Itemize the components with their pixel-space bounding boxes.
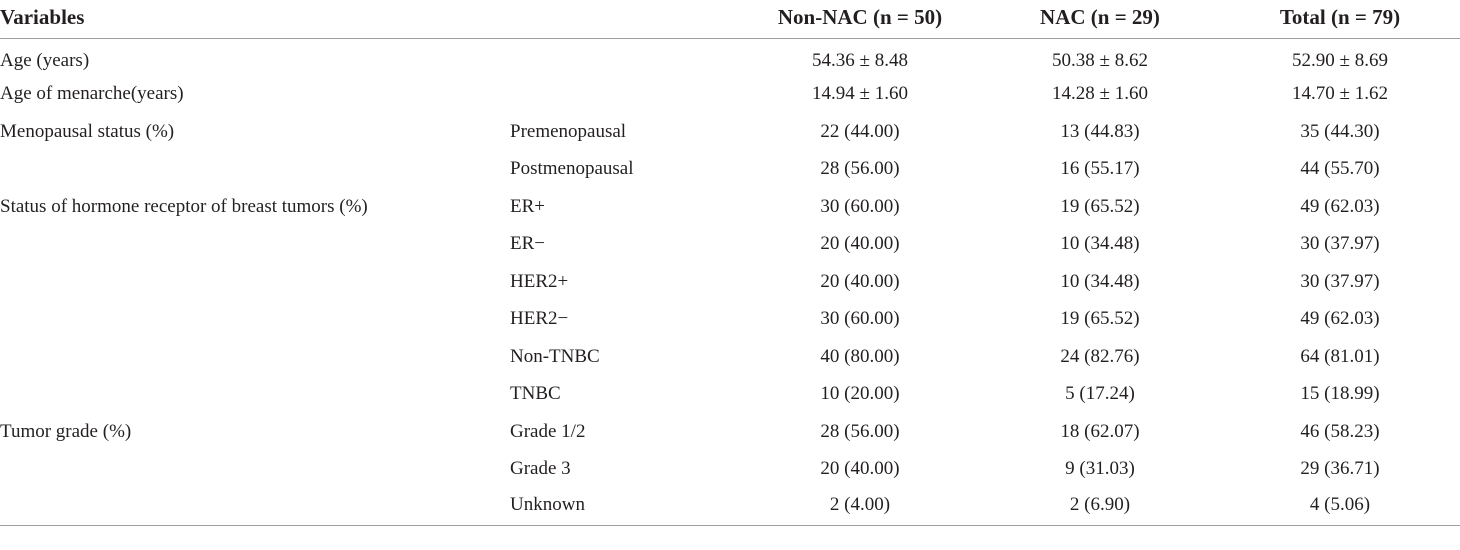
cell-total: 30 (37.97)	[1300, 233, 1380, 255]
cell-total: 4 (5.06)	[1220, 488, 1460, 526]
table-row	[0, 76, 1460, 114]
table-row	[0, 413, 1460, 451]
cell-total: 35 (44.30)	[1300, 120, 1380, 142]
cell-nac: 19 (65.52)	[1060, 308, 1140, 330]
cell-subgroup: HER2+	[510, 270, 569, 292]
table-row	[0, 38, 1460, 76]
cell-nac: 5 (17.24)	[1065, 383, 1135, 405]
cell-variable	[0, 301, 508, 339]
cell-non-nac: 28 (56.00)	[820, 158, 900, 180]
cell-nac: 9 (31.03)	[1065, 458, 1135, 480]
table-row	[0, 226, 1460, 264]
header-nac: NAC (n = 29)	[980, 0, 1220, 38]
cell-non-nac: 10 (20.00)	[820, 383, 900, 405]
cell-nac: 24 (82.76)	[1060, 345, 1140, 367]
table-body	[0, 38, 1460, 526]
header-variables: Variables	[0, 0, 508, 38]
cell-variable: Age of menarche(years)	[0, 83, 184, 105]
cell-total: 49 (62.03)	[1300, 308, 1380, 330]
cell-total: 52.90 ± 8.69	[1292, 50, 1388, 71]
cell-nac: 18 (62.07)	[1060, 420, 1140, 442]
cell-subgroup: Postmenopausal	[510, 158, 634, 180]
cell-total: 44 (55.70)	[1300, 158, 1380, 180]
header-subgroup	[508, 0, 740, 38]
cell-total: 15 (18.99)	[1300, 383, 1380, 405]
cell-variable	[0, 488, 508, 526]
table-row	[0, 188, 1460, 226]
cell-total: 29 (36.71)	[1300, 458, 1380, 480]
table-row	[0, 263, 1460, 301]
cell-subgroup: Grade 1/2	[510, 420, 586, 442]
table-row	[0, 301, 1460, 339]
header-total: Total (n = 79)	[1220, 0, 1460, 38]
cell-nac: 10 (34.48)	[1060, 270, 1140, 292]
cell-variable	[0, 226, 508, 264]
cell-subgroup: Non-TNBC	[510, 345, 600, 367]
cell-nac: 2 (6.90)	[980, 488, 1220, 526]
cell-nac: 50.38 ± 8.62	[1052, 50, 1148, 71]
cell-variable: Menopausal status (%)	[0, 120, 175, 142]
cell-non-nac: 28 (56.00)	[820, 420, 900, 442]
cell-nac: 13 (44.83)	[1060, 120, 1140, 142]
cell-variable	[0, 451, 508, 489]
cell-nac: 14.28 ± 1.60	[1052, 83, 1148, 105]
cell-variable	[0, 151, 508, 189]
cell-variable: Tumor grade (%)	[0, 420, 132, 442]
cell-subgroup: ER+	[510, 195, 545, 217]
cell-subgroup: TNBC	[510, 383, 561, 405]
table-row	[0, 488, 1460, 526]
cell-subgroup	[508, 76, 740, 114]
cell-total: 64 (81.01)	[1300, 345, 1380, 367]
cell-subgroup: Unknown	[508, 488, 740, 526]
table-row	[0, 376, 1460, 414]
table-row	[0, 113, 1460, 151]
cell-non-nac: 2 (4.00)	[740, 488, 980, 526]
cell-total: 49 (62.03)	[1300, 195, 1380, 217]
header-non-nac: Non-NAC (n = 50)	[740, 0, 980, 38]
table-row	[0, 451, 1460, 489]
cell-non-nac: 20 (40.00)	[820, 233, 900, 255]
table-header-row	[0, 0, 1460, 38]
cell-non-nac: 30 (60.00)	[820, 195, 900, 217]
cell-variable: Status of hormone receptor of breast tumors (%)	[0, 195, 368, 217]
cell-non-nac: 14.94 ± 1.60	[812, 83, 908, 105]
cell-subgroup: Grade 3	[510, 458, 571, 480]
cell-non-nac: 20 (40.00)	[820, 458, 900, 480]
cell-variable	[0, 376, 508, 414]
table-row	[0, 151, 1460, 189]
cell-subgroup: ER−	[510, 233, 545, 255]
cell-subgroup: HER2−	[510, 308, 569, 330]
cell-nac: 16 (55.17)	[1060, 158, 1140, 180]
cell-non-nac: 30 (60.00)	[820, 308, 900, 330]
cell-nac: 19 (65.52)	[1060, 195, 1140, 217]
cell-subgroup	[508, 38, 740, 76]
cell-total: 30 (37.97)	[1300, 270, 1380, 292]
cell-non-nac: 20 (40.00)	[820, 270, 900, 292]
cell-non-nac: 22 (44.00)	[820, 120, 900, 142]
table-row	[0, 338, 1460, 376]
cell-non-nac: 40 (80.00)	[820, 345, 900, 367]
cell-variable	[0, 263, 508, 301]
cell-non-nac: 54.36 ± 8.48	[812, 50, 908, 71]
cell-nac: 10 (34.48)	[1060, 233, 1140, 255]
cell-total: 14.70 ± 1.62	[1292, 83, 1388, 105]
cell-subgroup: Premenopausal	[510, 120, 627, 142]
cell-total: 46 (58.23)	[1300, 420, 1380, 442]
cell-variable	[0, 338, 508, 376]
cell-variable: Age (years)	[0, 50, 90, 71]
